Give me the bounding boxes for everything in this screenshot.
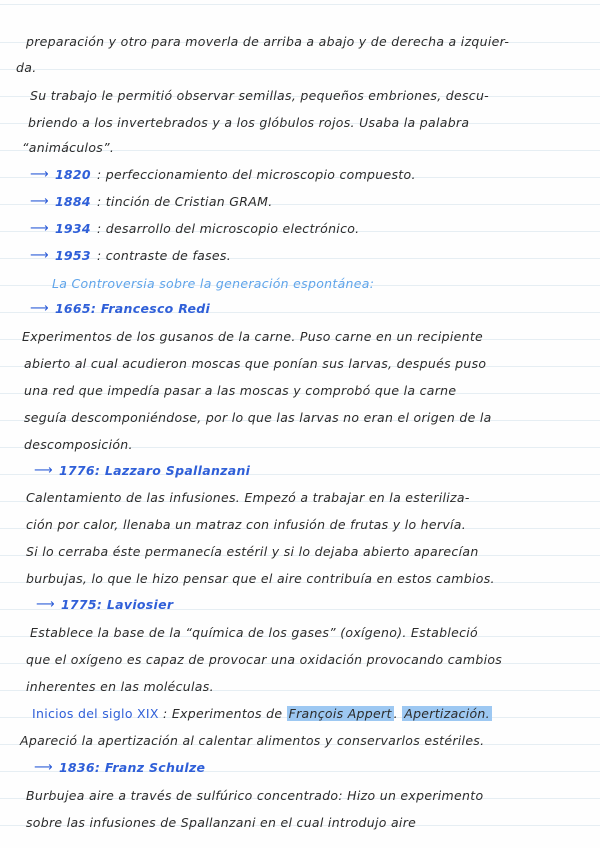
timeline-description: : perfeccionamiento del microscopio compuesto. xyxy=(96,167,416,182)
text-line: Apareció la apertización al calentar alimentos y conservarlos estériles. xyxy=(20,733,485,748)
text-line: burbujas, lo que le hizo pensar que el aire contribuía en estos cambios. xyxy=(26,571,495,586)
text-line: abierto al cual acudieron moscas que ponían sus larvas, después puso xyxy=(24,356,487,371)
text-line: Establece la base de la “química de los gases” (oxígeno). Estableció xyxy=(30,625,478,640)
schulze-heading xyxy=(34,760,205,775)
arrow-icon: ⟶ xyxy=(34,463,53,478)
section-heading: La Controversia sobre la generación espontánea: xyxy=(52,276,375,291)
timeline-description: : desarrollo del microscopio electrónico. xyxy=(96,221,360,236)
timeline-item xyxy=(30,167,416,182)
timeline-item xyxy=(30,248,231,263)
text-line: Experimentos de los gusanos de la carne. Puso carne en un recipiente xyxy=(22,329,484,344)
appert-term: Apertización. xyxy=(404,706,490,721)
arrow-icon: ⟶ xyxy=(30,167,49,182)
text-line: preparación y otro para moverla de arriba a abajo y de derecha a izquier- xyxy=(26,34,510,49)
timeline-year: 1953 xyxy=(54,248,91,263)
appert-heading: Inicios del siglo XIX xyxy=(32,706,159,721)
text-line: da. xyxy=(16,60,37,75)
spallanzani-heading xyxy=(34,463,250,478)
text-line: descomposición. xyxy=(24,437,133,452)
text-line: que el oxígeno es capaz de provocar una oxidación provocando cambios xyxy=(26,652,503,667)
spallanzani-title: 1776: Lazzaro Spallanzani xyxy=(58,463,251,478)
text-line: seguía descomponiéndose, por lo que las larvas no eran el origen de la xyxy=(24,410,492,425)
timeline-description: : tinción de Cristian GRAM. xyxy=(96,194,273,209)
timeline-year: 1884 xyxy=(54,194,91,209)
appert-prefix: : Experimentos de xyxy=(163,706,283,721)
arrow-icon: ⟶ xyxy=(30,301,49,316)
schulze-title: 1836: Franz Schulze xyxy=(58,760,206,775)
text-line: Calentamiento de las infusiones. Empezó a trabajar en la esteriliza- xyxy=(26,490,470,505)
redi-heading xyxy=(30,301,210,316)
arrow-icon: ⟶ xyxy=(30,194,49,209)
appert-separator: . xyxy=(393,706,398,721)
text-line: ción por calor, llenaba un matraz con infusión de frutas y lo hervía. xyxy=(26,517,467,532)
lavoisier-title: 1775: Laviosier xyxy=(60,597,174,612)
text-line: Burbujea aire a través de sulfúrico concentrado: Hizo un experimento xyxy=(26,788,484,803)
redi-title: 1665: Francesco Redi xyxy=(54,301,211,316)
arrow-icon: ⟶ xyxy=(36,597,55,612)
lavoisier-heading xyxy=(36,597,173,612)
text-line: Su trabajo le permitió observar semillas, pequeños embriones, descu- xyxy=(30,88,489,103)
timeline-item xyxy=(30,194,272,209)
text-line: briendo a los invertebrados y a los glóbulos rojos. Usaba la palabra xyxy=(28,115,470,130)
text-line: inherentes en las moléculas. xyxy=(26,679,214,694)
text-line: “animáculos”. xyxy=(22,140,115,155)
appert-line xyxy=(32,706,492,721)
text-line: sobre las infusiones de Spallanzani en el cual introdujo aire xyxy=(26,815,417,830)
arrow-icon: ⟶ xyxy=(30,221,49,236)
text-line: una red que impedía pasar a las moscas y comprobó que la carne xyxy=(24,383,457,398)
timeline-description: : contraste de fases. xyxy=(96,248,231,263)
appert-name: François Appert xyxy=(288,706,392,721)
arrow-icon: ⟶ xyxy=(30,248,49,263)
text-line: Si lo cerraba éste permanecía estéril y si lo dejaba abierto aparecían xyxy=(26,544,479,559)
timeline-item xyxy=(30,221,359,236)
arrow-icon: ⟶ xyxy=(34,760,53,775)
timeline-year: 1820 xyxy=(54,167,91,182)
timeline-year: 1934 xyxy=(54,221,91,236)
